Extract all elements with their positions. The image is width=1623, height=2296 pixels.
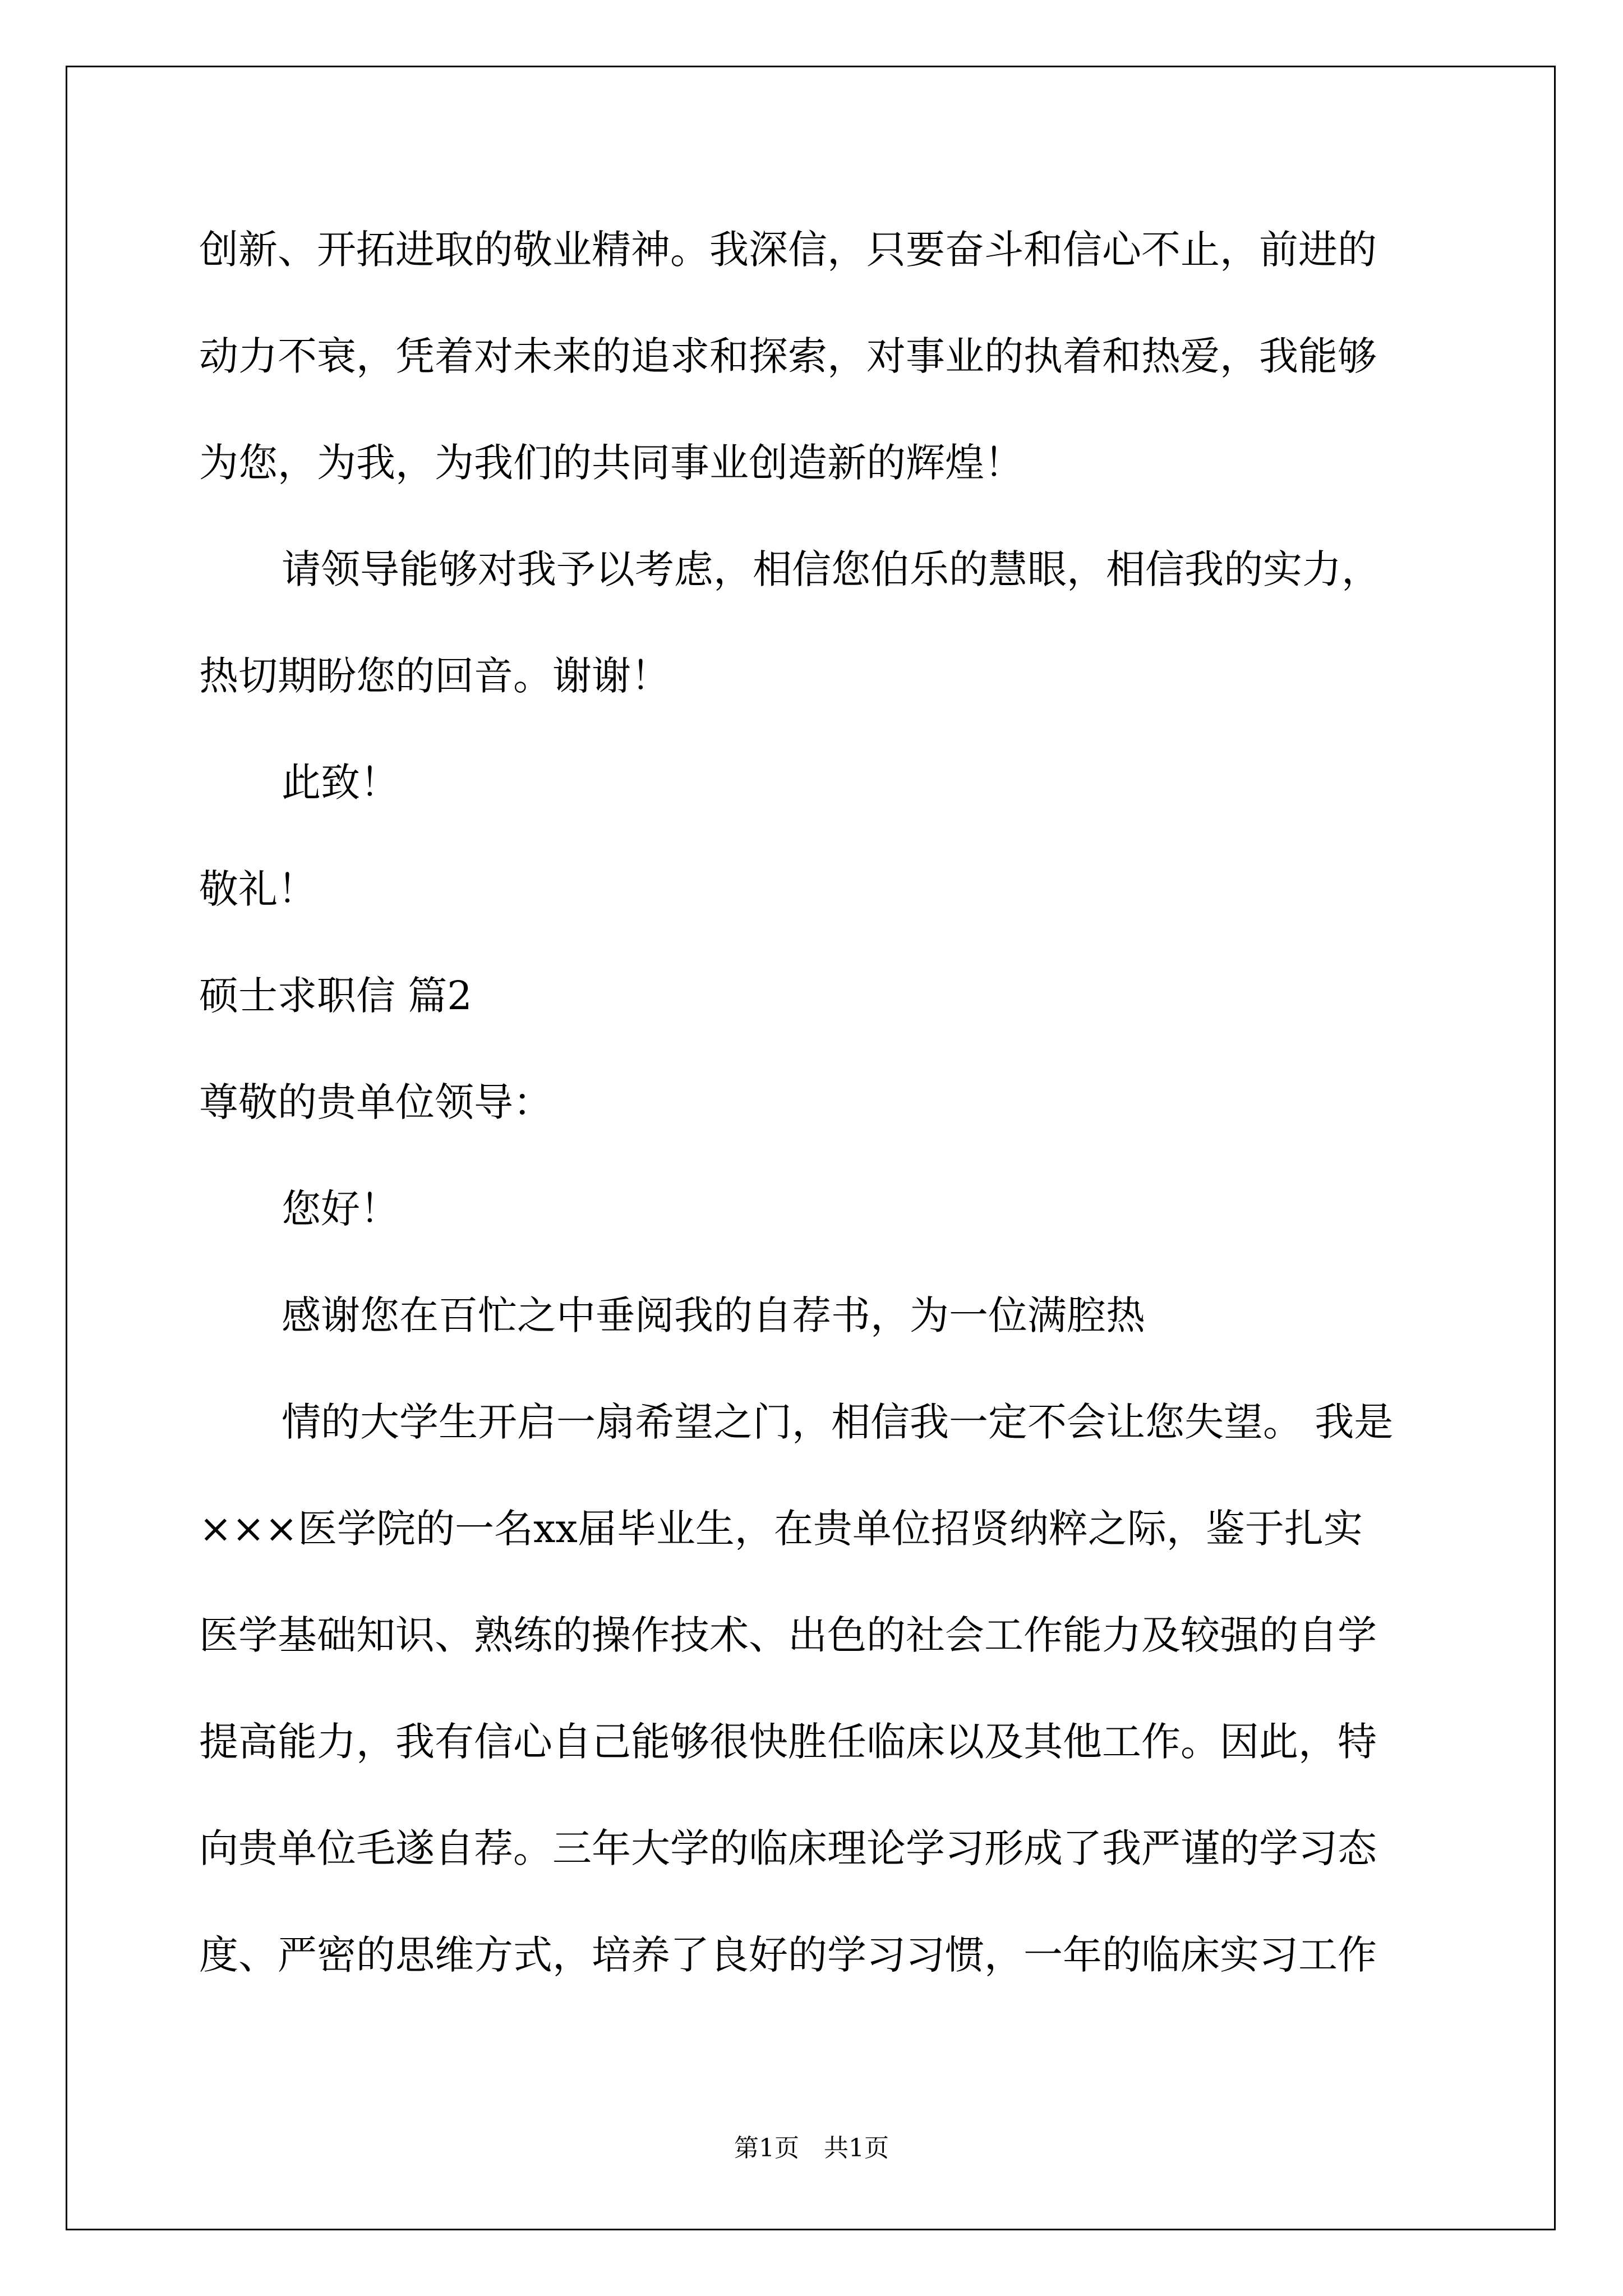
text-line: ×××医学院的一名xx届毕业生，在贵单位招贤纳粹之际，鉴于扎实 [199,1506,1363,1552]
section-heading: 硕士求职信 篇2 [199,973,472,1019]
text-line: 感谢您在百忙之中垂阅我的自荐书，为一位满腔热 [282,1292,1145,1338]
text-line: 向贵单位毛遂自荐。三年大学的临床理论学习形成了我严谨的学习态 [199,1825,1377,1871]
text-line: 热切期盼您的回音。谢谢！ [199,653,670,699]
text-line: 此致！ [282,760,399,806]
salutation: 尊敬的贵单位领导： [199,1079,552,1125]
text-line: 情的大学生开启一扇希望之门，相信我一定不会让您失望。 我是 [282,1399,1394,1445]
text-line: 创新、开拓进取的敬业精神。我深信，只要奋斗和信心不止，前进的 [199,227,1377,273]
text-line: 敬礼！ [199,866,317,912]
text-line: 动力不衰，凭着对未来的追求和探索，对事业的执着和热爱，我能够 [199,333,1377,379]
text-line: 度、严密的思维方式，培养了良好的学习习惯，一年的临床实习工作 [199,1932,1377,1978]
text-line: 提高能力，我有信心自己能够很快胜任临床以及其他工作。因此，特 [199,1719,1377,1765]
page-border [66,66,1556,2230]
text-line: 为您，为我，为我们的共同事业创造新的辉煌！ [199,440,1023,486]
greeting: 您好！ [282,1186,399,1232]
text-line: 医学基础知识、熟练的操作技术、出色的社会工作能力及较强的自学 [199,1612,1377,1658]
text-line: 请领导能够对我予以考虑，相信您伯乐的慧眼，相信我的实力， [282,546,1381,592]
page-footer: 第1页 共1页 [734,2134,889,2162]
